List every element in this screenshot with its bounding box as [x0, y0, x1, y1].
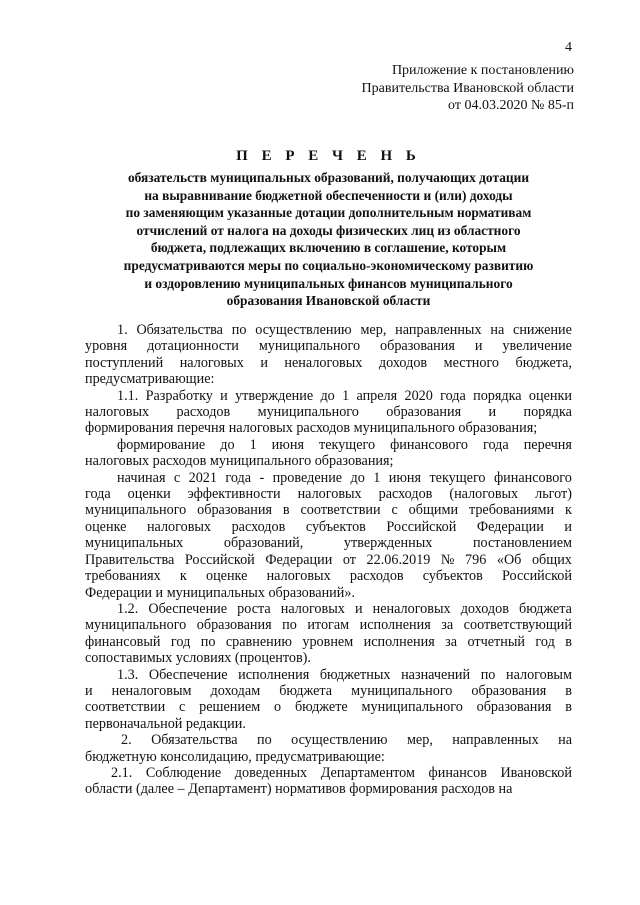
paragraph: [85, 667, 572, 733]
text-line: 1.2. Обеспечение роста налоговых и неналоговых доходов бюджета: [117, 600, 572, 617]
text-line: года оценки эффективности налоговых расходов (налоговых льгот): [85, 486, 572, 503]
title-line: отчислений от налога на доходы физических лиц из областного: [136, 222, 521, 238]
text-line: налоговых расходов муниципального образования;: [85, 453, 394, 470]
title-line: и оздоровлению муниципальных финансов муниципального: [144, 275, 513, 291]
title-line: по заменяющим указанные дотации дополнительным нормативам: [125, 205, 532, 221]
approval-line: от 04.03.2020 № 85-п: [448, 98, 574, 113]
text-line: финансовый год по сравнению уровнем исполнения за отчетный год в: [85, 633, 572, 650]
text-line: формирование до 1 июня текущего финансового года перечня: [117, 436, 572, 453]
text-line: поступлений налоговых и неналоговых доходов местного бюджета,: [85, 354, 572, 371]
text-line: Федерации и муниципальных образований».: [85, 584, 356, 601]
title-heading: П Е Р Е Ч Е Н Ь: [236, 148, 421, 164]
text-line: муниципального образования по итогам исполнения за соответствующий: [85, 617, 572, 634]
title-line: на выравнивание бюджетной обеспеченности и (или) доходы: [144, 187, 513, 203]
text-line: муниципальных образований, утвержденных постановлением: [85, 535, 572, 552]
text-line: 1.3. Обеспечение исполнения бюджетных назначений по налоговым: [117, 666, 572, 683]
paragraph: [85, 601, 572, 667]
text-line: 2. Обязательства по осуществлению мер, направленных на: [121, 732, 572, 749]
document-body: [85, 322, 572, 798]
text-line: Правительства Российской Федерации от 22.06.2019 № 796 «Об общих: [85, 551, 572, 568]
page-number: 4: [565, 40, 572, 55]
paragraph: [85, 322, 572, 388]
text-line: бюджетную консолидацию, предусматривающие:: [85, 748, 385, 765]
text-line: соответствии с решением о бюджете муниципального образования в: [85, 699, 572, 716]
paragraph: [85, 732, 572, 765]
approval-line: Правительства Ивановской области: [361, 80, 574, 96]
text-line: формирования перечня налоговых расходов муниципального образования;: [85, 420, 538, 437]
paragraph: [85, 470, 572, 601]
text-line: и неналоговым доходам бюджета муниципального образования в: [85, 682, 572, 699]
title-line: образования Ивановской области: [226, 293, 431, 309]
paragraph: [85, 765, 572, 798]
approval-block: [362, 62, 574, 115]
title-line: предусматриваются меры по социально-экономическому развитию: [123, 257, 534, 273]
text-line: уровня дотационности муниципального образования и увеличение: [85, 338, 572, 355]
text-line: первоначальной редакции.: [85, 715, 246, 732]
title-subheading: [85, 169, 572, 310]
approval-line: Приложение к постановлению: [391, 63, 574, 78]
text-line: начиная с 2021 года - проведение до 1 июня текущего финансового: [117, 469, 572, 486]
text-line: области (далее – Департамент) нормативов формирования расходов на: [85, 781, 513, 798]
text-line: налоговых расходов муниципального образования и порядка: [85, 404, 572, 421]
text-line: 1. Обязательства по осуществлению мер, направленных на снижение: [117, 322, 572, 338]
text-line: 1.1. Разработку и утверждение до 1 апреля 2020 года порядка оценки: [117, 387, 572, 404]
title-line: обязательств муниципальных образований, получающих дотации: [127, 170, 530, 185]
title-line: бюджета, подлежащих включению в соглашение, которым: [150, 240, 507, 256]
document-title: [85, 148, 572, 310]
text-line: муниципального образования в соответствии с общими требованиями к: [85, 502, 572, 519]
text-line: оценке налоговых расходов субъектов Российской Федерации и: [85, 518, 572, 535]
paragraph: [85, 388, 572, 437]
text-line: требованиях к оценке налоговых расходов субъектов Российской: [85, 568, 572, 585]
text-line: 2.1. Соблюдение доведенных Департаментом финансов Ивановской: [111, 764, 572, 781]
text-line: предусматривающие:: [85, 371, 215, 388]
paragraph: [85, 437, 572, 470]
text-line: сопоставимых условиях (процентов).: [85, 650, 311, 667]
